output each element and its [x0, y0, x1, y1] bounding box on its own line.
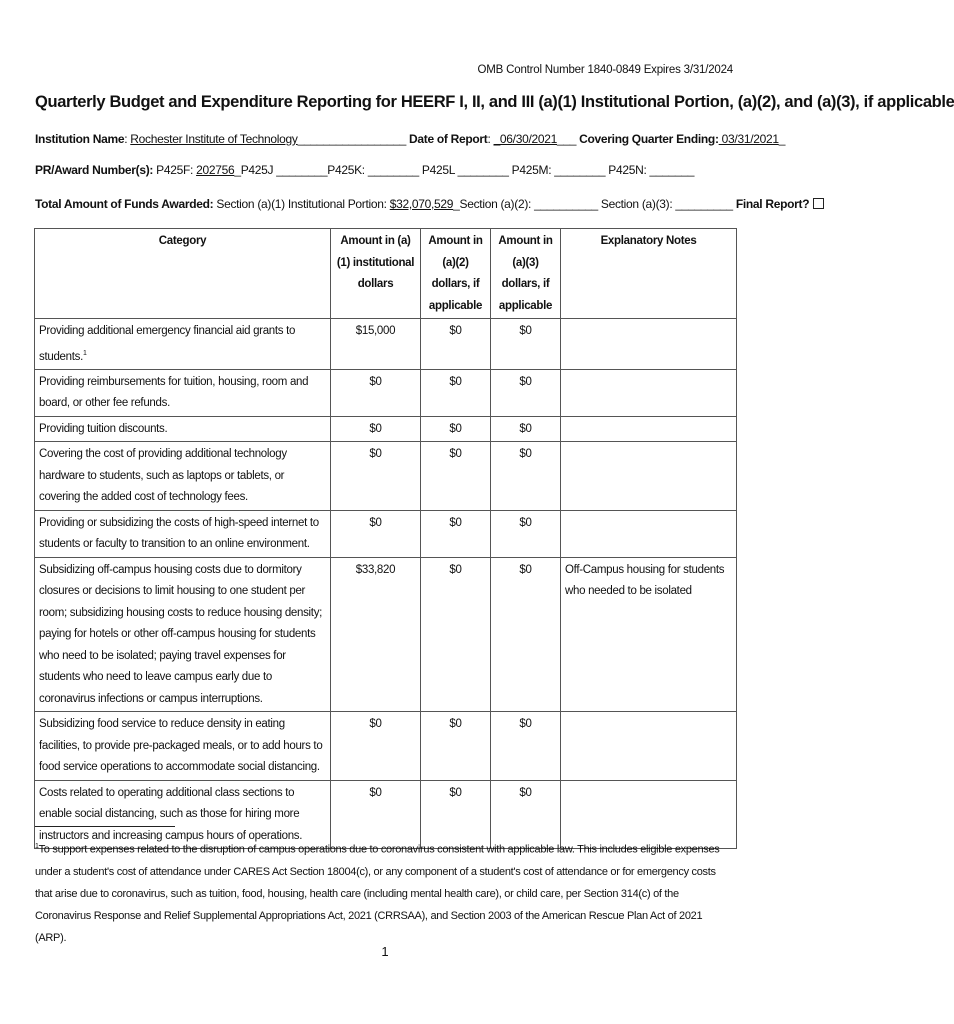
date-of-report-label: Date of Report: [405, 132, 488, 146]
total-text-2: _Section (a)(2): __________ Section (a)(3): _________: [453, 197, 736, 211]
date-of-report-value: _06/30/2021: [493, 132, 557, 146]
table-row: [35, 510, 737, 557]
amount-a3-cell: $0: [491, 557, 561, 712]
notes-cell: [561, 319, 737, 370]
category-cell: [35, 510, 331, 557]
notes-cell: [561, 369, 737, 416]
institution-sep: :: [124, 132, 131, 146]
footnote-marker: 1: [35, 843, 39, 850]
amount-a2-cell: $0: [421, 319, 491, 370]
category-text: Providing or subsidizing the costs of high-speed internet to students or faculty to transition to an online environment.: [39, 516, 319, 551]
amount-a2-cell: $0: [421, 369, 491, 416]
pr-award-label: PR/Award Number(s):: [35, 163, 154, 177]
omb-control-number: OMB Control Number 1840-0849 Expires 3/31/2024: [477, 64, 733, 76]
quarter-blank: _: [778, 132, 786, 146]
total-funds-line: [35, 197, 824, 211]
category-cell: [35, 416, 331, 442]
category-text: Subsidizing food service to reduce density in eating facilities, to provide pre-packaged meals, or to add hours to food service operations to accommodate social distancing.: [39, 718, 323, 774]
footnote-ref: 1: [82, 349, 87, 357]
covering-quarter-value: 03/31/2021: [718, 132, 779, 146]
pr-award-value: 202756: [196, 163, 235, 177]
covering-quarter-label: Covering Quarter Ending:: [579, 132, 719, 146]
category-text: Costs related to operating additional class sections to enable social distancing, such as those for hiring more instructors and increasing campus hours of operations.: [39, 786, 303, 842]
table-row: [35, 442, 737, 511]
amount-a1-cell: $15,000: [331, 319, 421, 370]
amount-a3-cell: $0: [491, 780, 561, 849]
table-header-row: [35, 229, 737, 319]
form-title: Quarterly Budget and Expenditure Reporting for HEERF I, II, and III (a)(1) Institutional Portion, (a)(2), and (a)(3), if applicable: [35, 93, 954, 111]
total-text-1: Section (a)(1) Institutional Portion:: [213, 197, 390, 211]
header-amount-a2: Amount in (a)(2) dollars, if applicable: [421, 229, 491, 319]
table-row: [35, 557, 737, 712]
notes-cell: Off-Campus housing for students who needed to be isolated: [561, 557, 737, 712]
amount-a3-cell: $0: [491, 442, 561, 511]
header-explanatory-notes: Explanatory Notes: [561, 229, 737, 319]
pr-text-1: P425F:: [153, 163, 197, 177]
amount-a2-cell: $0: [421, 712, 491, 781]
amount-a2-cell: $0: [421, 416, 491, 442]
institution-name-value: Rochester Institute of Technology: [130, 132, 298, 146]
category-cell: [35, 319, 331, 370]
date-blank: ___: [557, 132, 580, 146]
table-row: [35, 416, 737, 442]
amount-a1-cell: $0: [331, 780, 421, 849]
page-number: 1: [381, 944, 389, 959]
notes-cell: [561, 712, 737, 781]
header-amount-a1: Amount in (a)(1) institutional dollars: [331, 229, 421, 319]
category-text: Providing tuition discounts.: [39, 422, 168, 435]
pr-text-2: _P425J ________P425K: ________ P425L ________ P425M: ________ P425N: _______: [234, 163, 695, 177]
amount-a3-cell: $0: [491, 510, 561, 557]
institution-blank: _________________: [297, 132, 406, 146]
pr-award-line: [35, 163, 694, 177]
table-row: [35, 319, 737, 370]
amount-a2-cell: $0: [421, 510, 491, 557]
category-text: Providing additional emergency financial aid grants to students.: [39, 325, 296, 363]
category-cell: [35, 442, 331, 511]
category-cell: [35, 557, 331, 712]
budget-table: [34, 228, 737, 849]
amount-a3-cell: $0: [491, 369, 561, 416]
total-funds-label: Total Amount of Funds Awarded:: [35, 197, 214, 211]
amount-a1-cell: $0: [331, 369, 421, 416]
amount-a1-cell: $0: [331, 510, 421, 557]
amount-a3-cell: $0: [491, 319, 561, 370]
amount-a1-cell: $33,820: [331, 557, 421, 712]
notes-cell: [561, 442, 737, 511]
amount-a1-cell: $0: [331, 712, 421, 781]
notes-cell: [561, 416, 737, 442]
footnote: [35, 836, 735, 949]
category-text: Providing reimbursements for tuition, housing, room and board, or other fee refunds.: [39, 375, 309, 410]
table-row: [35, 369, 737, 416]
final-report-label: Final Report?: [735, 197, 810, 211]
footnote-text: To support expenses related to the disruption of campus operations due to coronavirus consistent with applicable law. This includes eligible expenses under a student's cost of attendance under CARES Act Section 18004(c), or any component of a student's cost of attendance or for emergency costs that arise due to coronavirus, such as tuition, food, housing, health care (including mental health care), or child care, per Section 314(c) of the Coronavirus Response and Relief Supplemental Appropriations Act, 2021 (CRRSAA), and Section 2003 of the American Rescue Plan Act of 2021 (ARP).: [35, 843, 720, 944]
footnote-divider: [35, 826, 175, 827]
date-sep: :: [487, 132, 494, 146]
header-amount-a3: Amount in (a)(3) dollars, if applicable: [491, 229, 561, 319]
total-funds-value: $32,070,529: [389, 197, 454, 211]
table-row: [35, 712, 737, 781]
notes-cell: [561, 510, 737, 557]
amount-a1-cell: $0: [331, 416, 421, 442]
category-cell: [35, 712, 331, 781]
final-report-checkbox[interactable]: [813, 198, 824, 209]
amount-a3-cell: $0: [491, 416, 561, 442]
amount-a2-cell: $0: [421, 557, 491, 712]
header-category: Category: [35, 229, 331, 319]
institution-label: Institution Name: [35, 132, 125, 146]
institution-line: [35, 132, 785, 146]
category-cell: [35, 369, 331, 416]
category-text: Subsidizing off-campus housing costs due to dormitory closures or decisions to limit housing to one student per room; subsidizing housing costs to reduce housing density; paying for hotels or other off-campus housing for students who need to be isolated; paying travel expenses for students who need to leave campus early due to coronavirus infections or campus interruptions.: [39, 563, 323, 705]
amount-a2-cell: $0: [421, 442, 491, 511]
category-text: Covering the cost of providing additional technology hardware to students, such as laptops or tablets, or covering the added cost of technology fees.: [39, 448, 287, 504]
amount-a1-cell: $0: [331, 442, 421, 511]
amount-a2-cell: $0: [421, 780, 491, 849]
amount-a3-cell: $0: [491, 712, 561, 781]
